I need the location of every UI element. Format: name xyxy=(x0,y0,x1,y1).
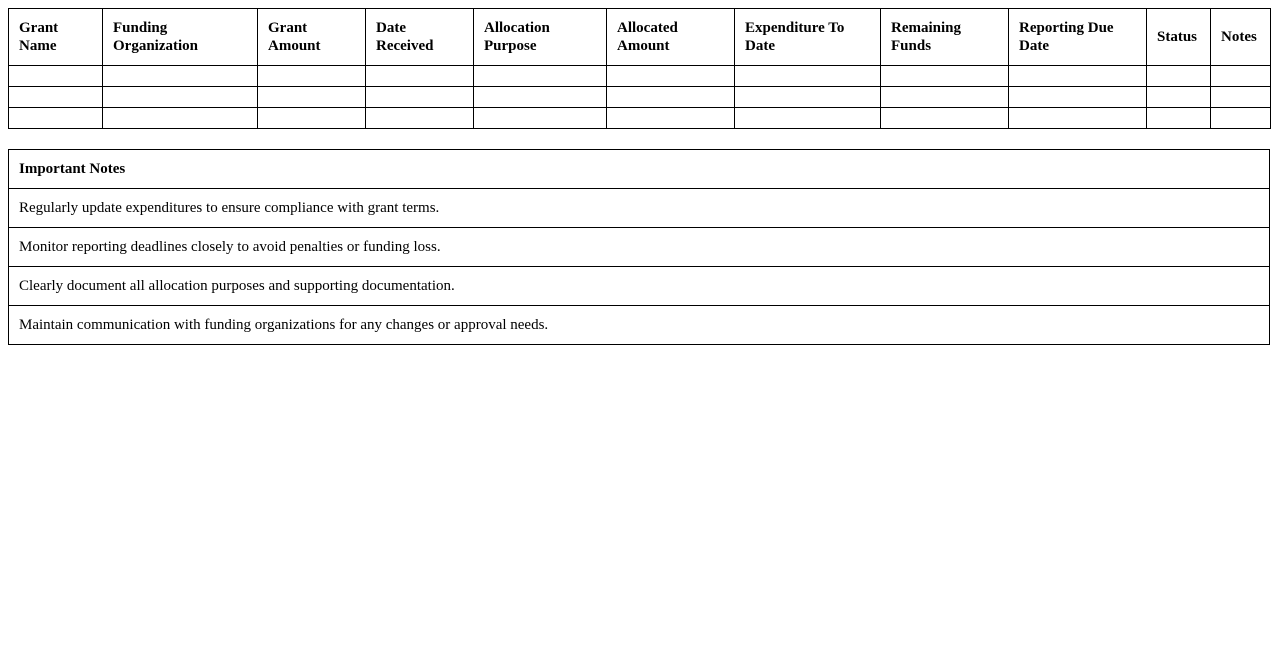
column-header-funding-organization: Funding Organization xyxy=(103,9,258,66)
column-header-grant-amount: Grant Amount xyxy=(258,9,366,66)
table-cell[interactable] xyxy=(258,66,366,87)
column-header-remaining-funds: Remaining Funds xyxy=(881,9,1009,66)
note-row xyxy=(9,189,1270,228)
table-cell[interactable] xyxy=(366,66,474,87)
table-cell[interactable] xyxy=(9,66,103,87)
table-row xyxy=(9,108,1271,129)
column-header-notes: Notes xyxy=(1211,9,1271,66)
table-cell[interactable] xyxy=(735,87,881,108)
table-cell[interactable] xyxy=(103,108,258,129)
column-header-reporting-due-date: Reporting Due Date xyxy=(1009,9,1147,66)
table-cell[interactable] xyxy=(1211,87,1271,108)
table-cell[interactable] xyxy=(1211,66,1271,87)
column-header-grant-name: Grant Name xyxy=(9,9,103,66)
column-header-expenditure-to-date: Expenditure To Date xyxy=(735,9,881,66)
note-item: Maintain communication with funding organizations for any changes or approval needs. xyxy=(9,306,1270,345)
table-cell[interactable] xyxy=(735,66,881,87)
table-cell[interactable] xyxy=(103,66,258,87)
table-cell[interactable] xyxy=(474,87,607,108)
table-cell[interactable] xyxy=(1009,87,1147,108)
notes-heading: Important Notes xyxy=(9,150,1270,189)
grant-tracking-table xyxy=(8,8,1271,129)
table-cell[interactable] xyxy=(366,108,474,129)
page-content xyxy=(8,8,1270,345)
column-header-allocation-purpose: Allocation Purpose xyxy=(474,9,607,66)
table-cell[interactable] xyxy=(1009,66,1147,87)
table-cell[interactable] xyxy=(474,108,607,129)
note-item: Regularly update expenditures to ensure compliance with grant terms. xyxy=(9,189,1270,228)
note-row xyxy=(9,228,1270,267)
table-cell[interactable] xyxy=(258,87,366,108)
table-row xyxy=(9,87,1271,108)
table-cell[interactable] xyxy=(607,66,735,87)
table-header-row xyxy=(9,9,1271,66)
table-cell[interactable] xyxy=(474,66,607,87)
important-notes-table xyxy=(8,149,1270,345)
note-item: Clearly document all allocation purposes and supporting documentation. xyxy=(9,267,1270,306)
table-cell[interactable] xyxy=(1147,108,1211,129)
column-header-date-received: Date Received xyxy=(366,9,474,66)
table-cell[interactable] xyxy=(9,108,103,129)
note-item: Monitor reporting deadlines closely to avoid penalties or funding loss. xyxy=(9,228,1270,267)
table-cell[interactable] xyxy=(881,66,1009,87)
table-cell[interactable] xyxy=(881,87,1009,108)
table-cell[interactable] xyxy=(366,87,474,108)
table-row xyxy=(9,66,1271,87)
column-header-status: Status xyxy=(1147,9,1211,66)
table-cell[interactable] xyxy=(103,87,258,108)
table-cell[interactable] xyxy=(1211,108,1271,129)
table-cell[interactable] xyxy=(1147,87,1211,108)
table-cell[interactable] xyxy=(9,87,103,108)
table-cell[interactable] xyxy=(258,108,366,129)
note-row xyxy=(9,267,1270,306)
table-cell[interactable] xyxy=(735,108,881,129)
table-cell[interactable] xyxy=(1009,108,1147,129)
table-cell[interactable] xyxy=(881,108,1009,129)
column-header-allocated-amount: Allocated Amount xyxy=(607,9,735,66)
notes-heading-row xyxy=(9,150,1270,189)
table-cell[interactable] xyxy=(607,87,735,108)
note-row xyxy=(9,306,1270,345)
table-cell[interactable] xyxy=(1147,66,1211,87)
table-cell[interactable] xyxy=(607,108,735,129)
